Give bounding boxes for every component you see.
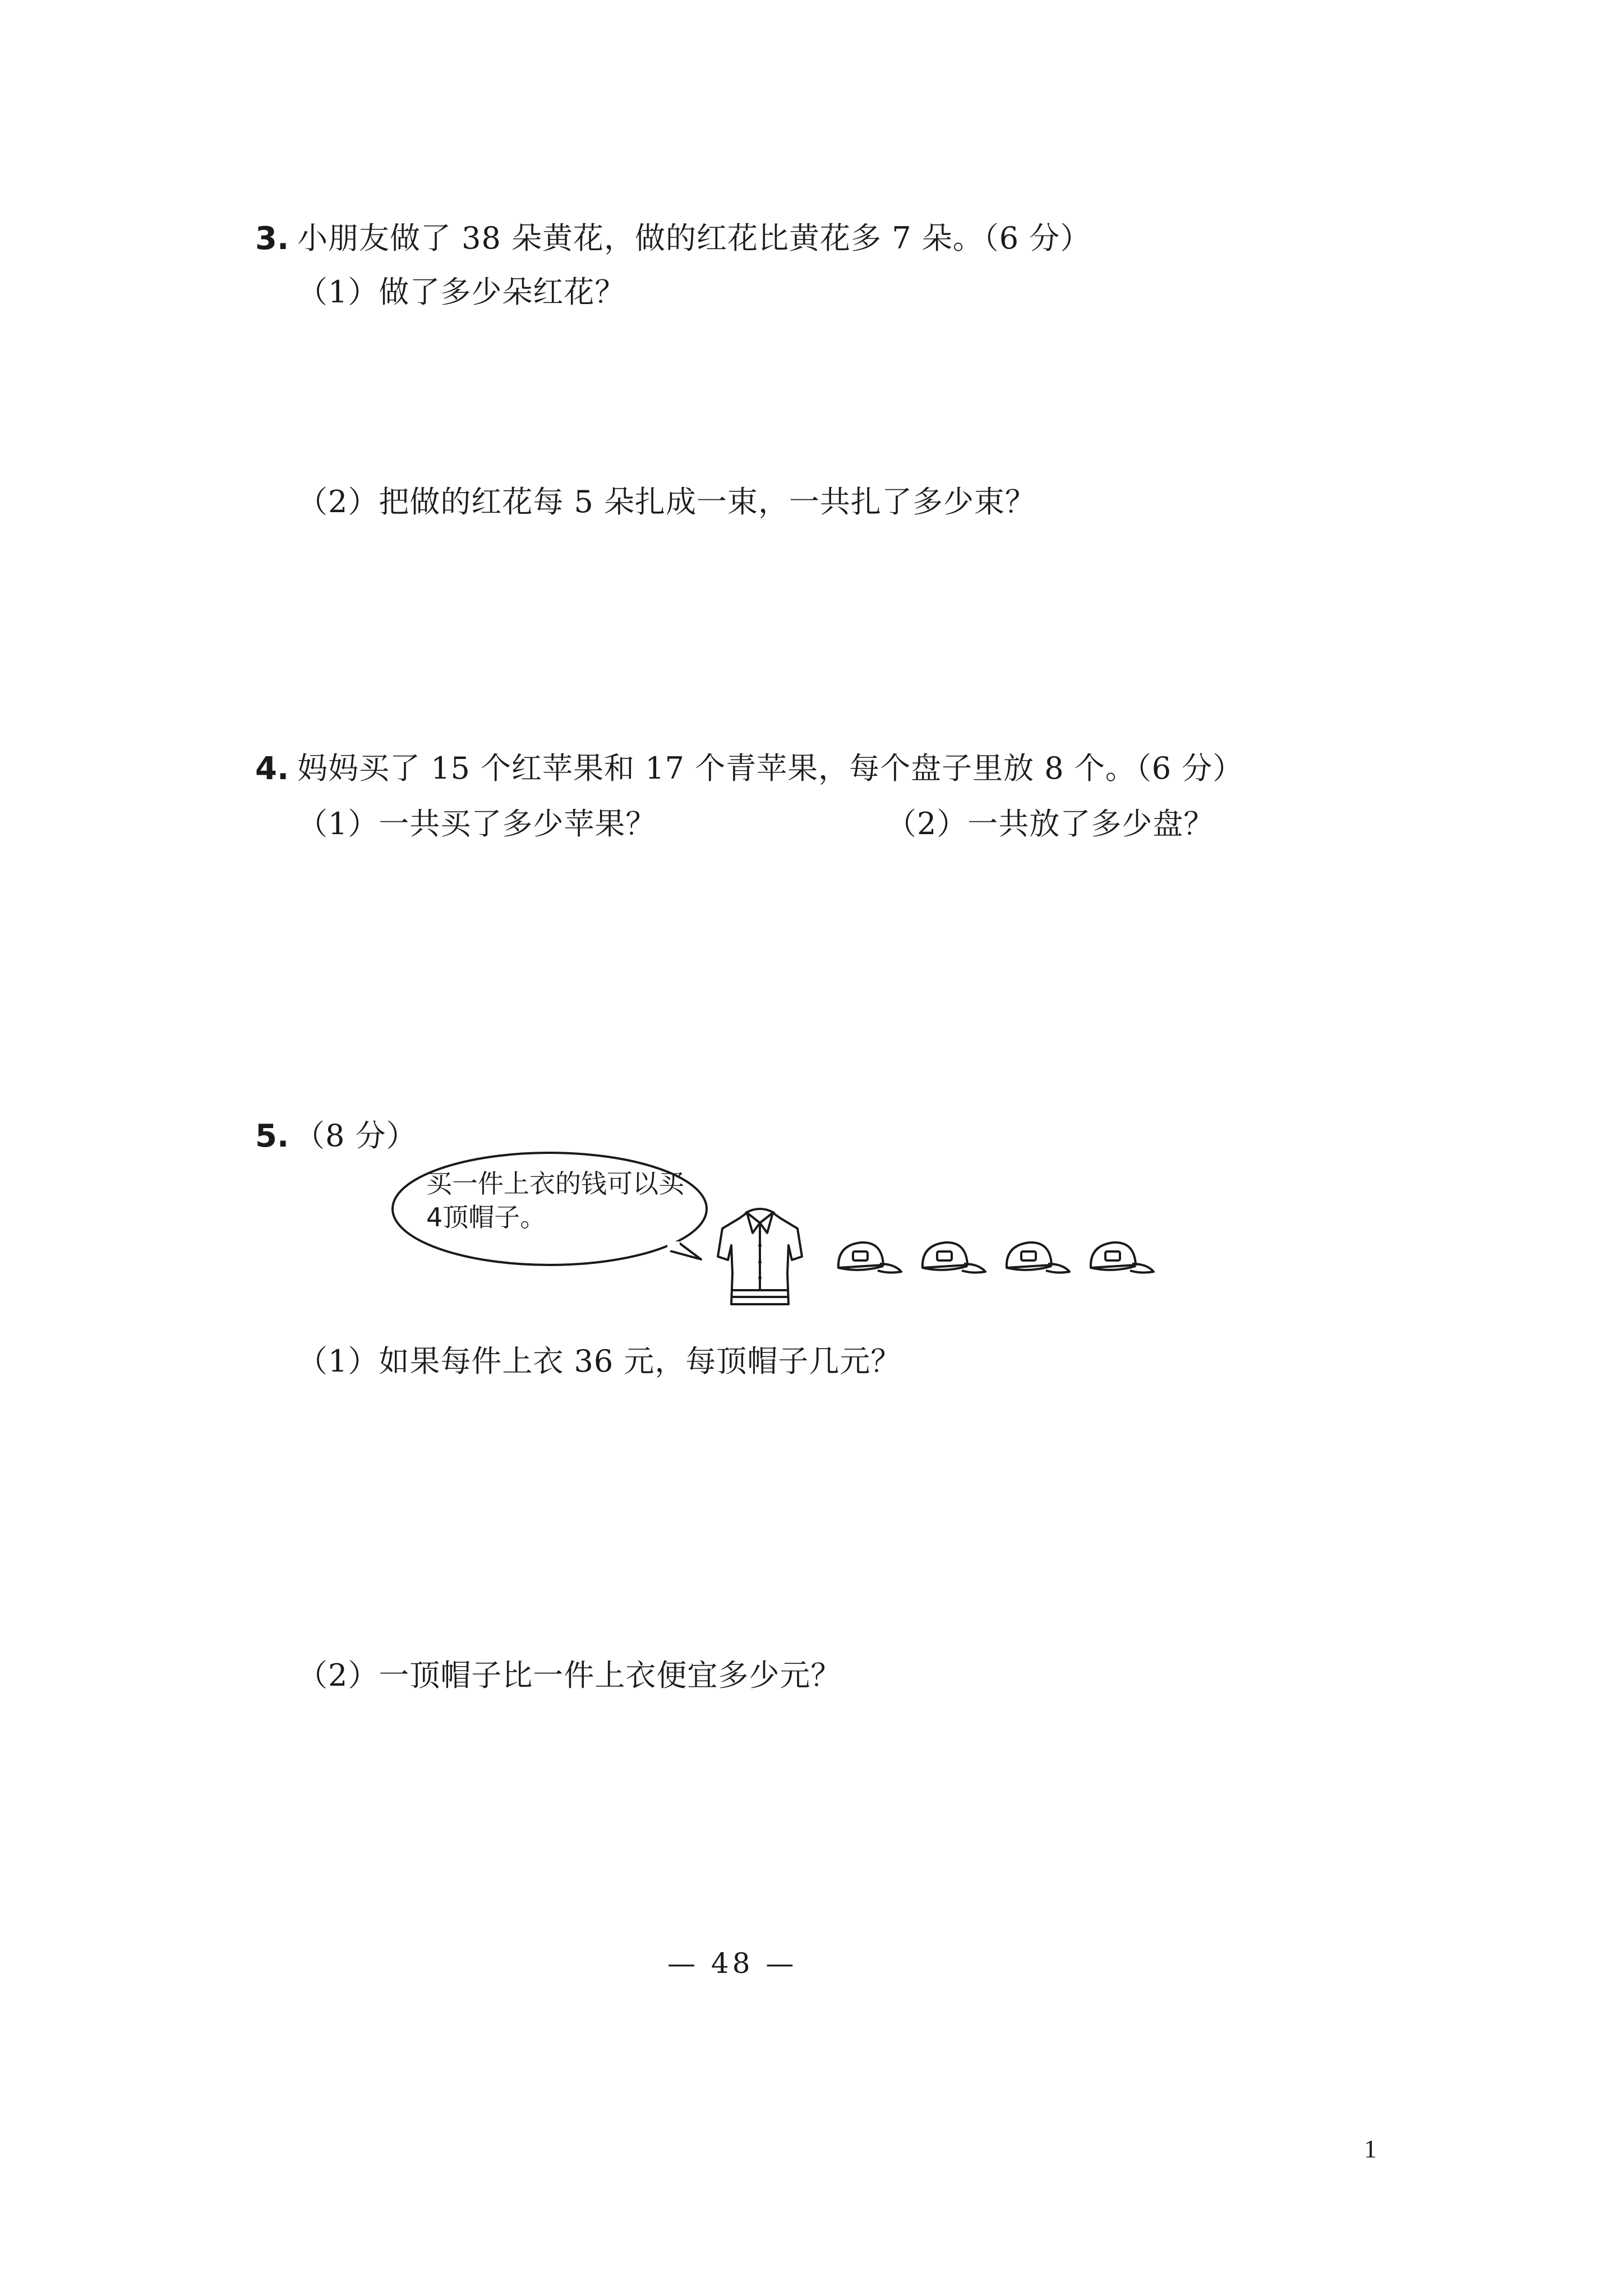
question-5-score: （8 分）	[294, 1118, 417, 1153]
question-5-part-2: （2）一顶帽子比一件上衣便宜多少元？	[297, 1658, 842, 1693]
cap-icon	[917, 1237, 990, 1282]
question-3-number: 3.	[255, 220, 289, 257]
page-number: — 48 —	[667, 1947, 797, 1980]
cap-icon	[1001, 1237, 1074, 1282]
question-4-part-2: （2）一共放了多少盘？	[886, 806, 1215, 841]
question-4-part-1: （1）一共买了多少苹果？	[297, 806, 657, 841]
question-3-part-1: （1）做了多少朵红花？	[297, 274, 626, 310]
question-3-part-2: （2）把做的红花每 5 朵扎成一束，一共扎了多少束？	[297, 484, 1036, 519]
cap-icon	[833, 1237, 906, 1282]
corner-page-number: 1	[1364, 2134, 1377, 2163]
cap-icon	[1085, 1237, 1158, 1282]
question-4-number: 4.	[255, 751, 289, 787]
shirt-icon	[712, 1206, 808, 1318]
speech-bubble-text: 买一件上衣的钱可以买4顶帽子。	[426, 1168, 684, 1232]
question-4-stem: 妈妈买了 15 个红苹果和 17 个青苹果，每个盘子里放 8 个。（6 分）	[297, 751, 1244, 786]
question-5-part-1: （1）如果每件上衣 36 元，每顶帽子几元？	[297, 1343, 902, 1379]
question-3-stem: 小朋友做了 38 朵黄花，做的红花比黄花多 7 朵。（6 分）	[297, 220, 1091, 256]
question-5-number: 5.	[255, 1118, 289, 1154]
